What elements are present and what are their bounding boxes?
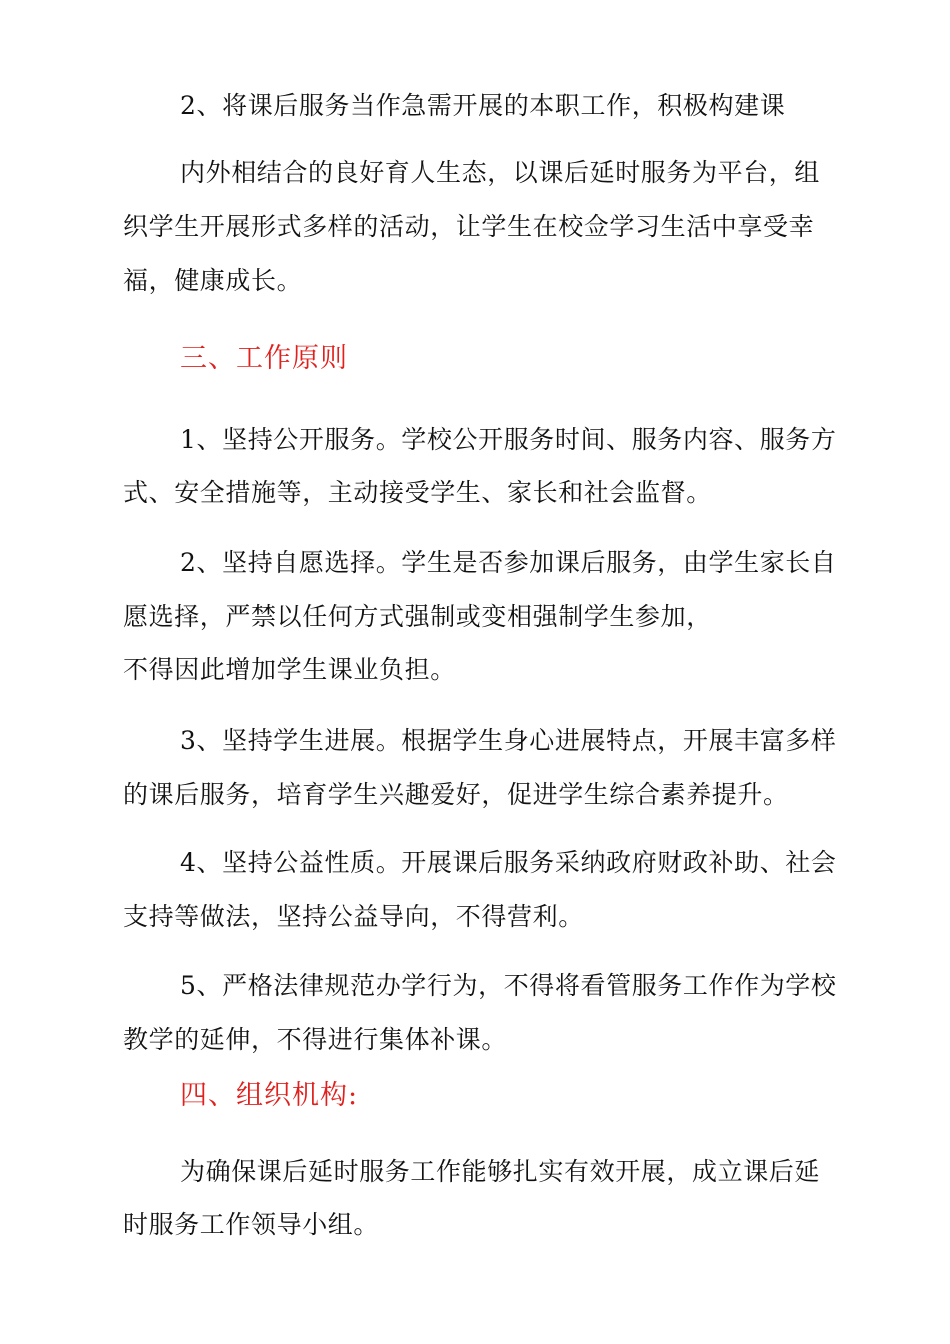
paragraph-line: 为确保课后延时服务工作能够扎实有效开展，成立课后延 — [180, 1157, 821, 1186]
paragraph-line: 愿选择，严禁以任何方式强制或变相强制学生参加， — [123, 602, 712, 631]
section-heading: 三、工作原则 — [180, 343, 348, 374]
paragraph-line: 4、坚持公益性质。开展课后服务采纳政府财政补助、社会 — [180, 848, 837, 877]
paragraph-line: 支持等做法，坚持公益导向，不得营利。 — [123, 902, 584, 931]
paragraph-line: 5、严格法律规范办学行为，不得将看管服务工作作为学校 — [180, 971, 837, 1000]
paragraph-line: 的课后服务，培育学生兴趣爱好，促进学生综合素养提升。 — [123, 780, 789, 809]
paragraph-line: 2、将课后服务当作急需开展的本职工作，积极构建课 — [180, 91, 786, 120]
paragraph-line: 福，健康成长。 — [123, 266, 303, 295]
paragraph-line: 内外相结合的良好育人生态，以课后延时服务为平台，组 — [180, 158, 821, 187]
paragraph-line: 织学生开展形式多样的活动，让学生在校佥学习生活中享受幸 — [123, 212, 815, 241]
paragraph-line: 不得因此增加学生课业负担。 — [123, 655, 456, 684]
paragraph-line: 1、坚持公开服务。学校公开服务时间、服务内容、服务方 — [180, 425, 837, 454]
paragraph-line: 时服务工作领导小组。 — [123, 1210, 380, 1239]
paragraph-line: 教学的延伸，不得进行集体补课。 — [123, 1025, 508, 1054]
section-heading: 四、组织机构: — [180, 1080, 359, 1111]
paragraph-line: 3、坚持学生进展。根据学生身心进展特点，开展丰富多样 — [180, 726, 837, 755]
paragraph-line: 式、安全措施等，主动接受学生、家长和社会监督。 — [123, 478, 712, 507]
paragraph-line: 2、坚持自愿选择。学生是否参加课后服务，由学生家长自 — [180, 548, 837, 577]
